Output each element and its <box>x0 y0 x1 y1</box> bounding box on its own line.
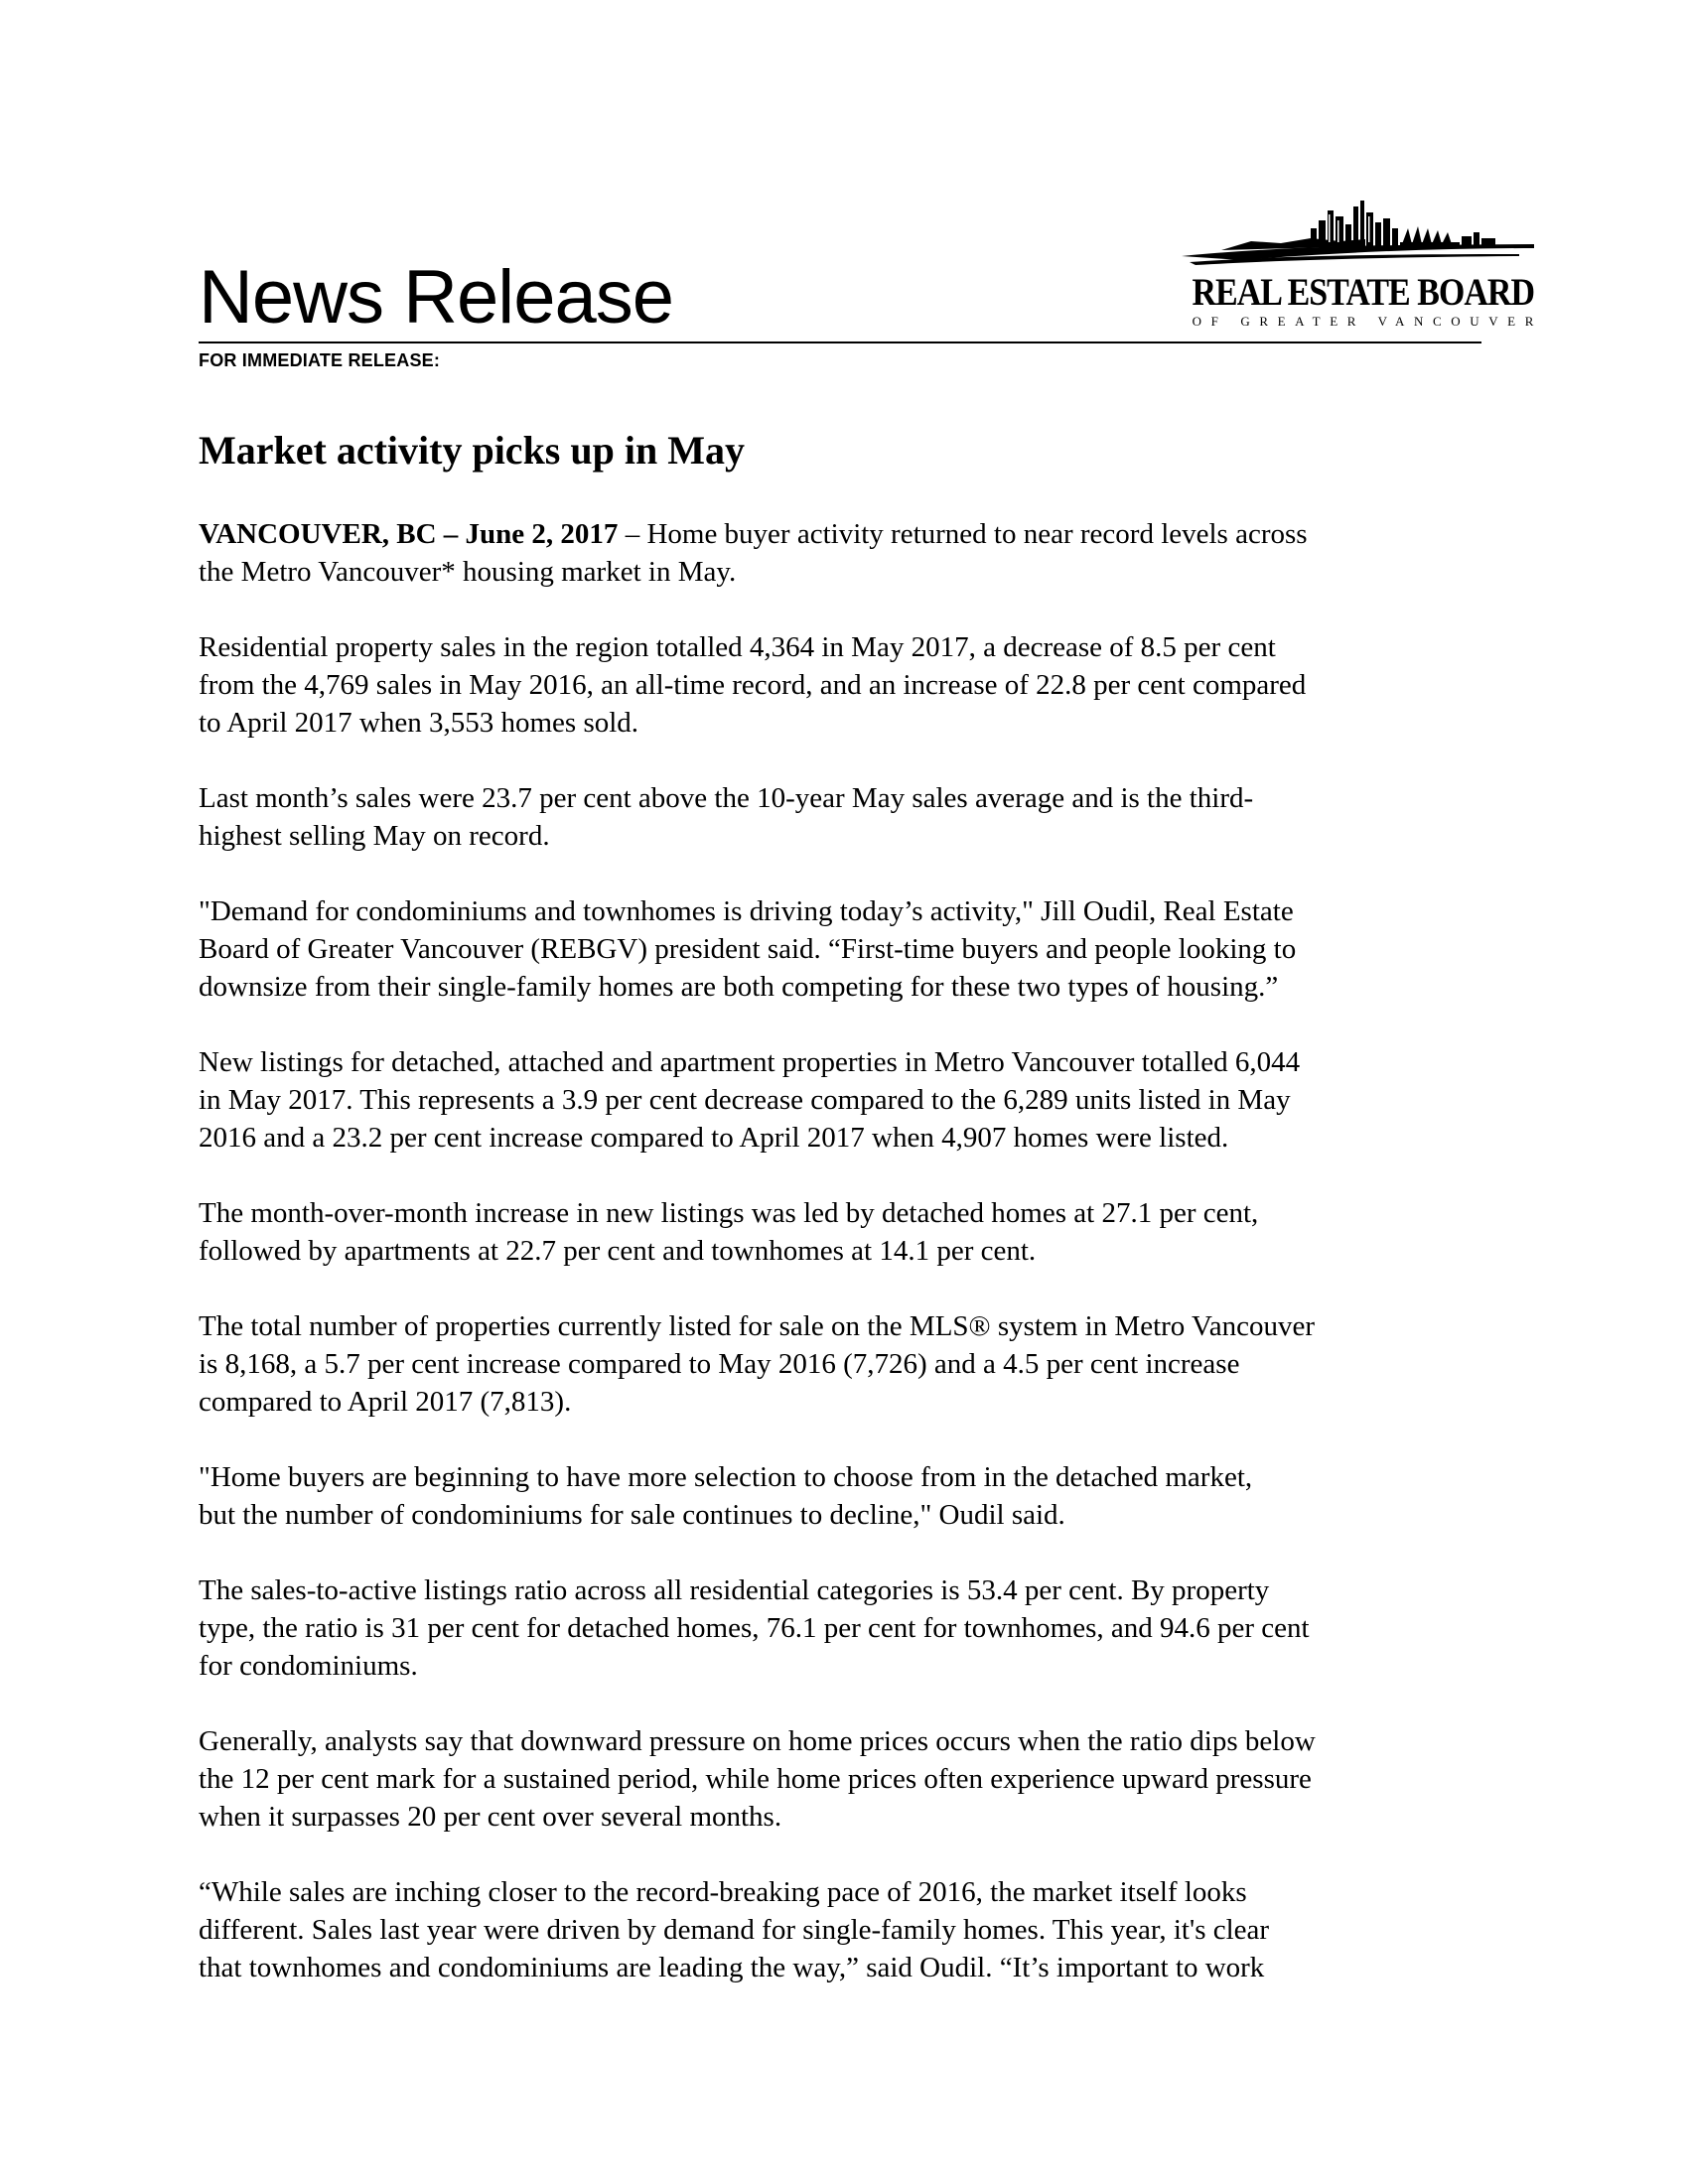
paragraph-line: in May 2017. This represents a 3.9 per cent decrease compared to the 6,289 units listed in May <box>199 1084 1291 1116</box>
paragraph-10 <box>199 1722 1509 1836</box>
paragraph-3 <box>199 779 1509 855</box>
paragraph-6 <box>199 1194 1509 1270</box>
paragraph-line <box>199 515 1509 553</box>
city-skyline-icon <box>1182 199 1534 278</box>
page-title: News Release <box>199 255 673 340</box>
paragraph-line: Residential property sales in the region totalled 4,364 in May 2017, a decrease of 8.5 per cent <box>199 631 1276 663</box>
paragraph-line: downsize from their single-family homes are both competing for these two types of housing.” <box>199 971 1279 1003</box>
release-notice: FOR IMMEDIATE RELEASE: <box>199 350 441 370</box>
paragraph-line: Board of Greater Vancouver (REBGV) president said. “First-time buyers and people looking to <box>199 933 1297 965</box>
paragraph-5 <box>199 1043 1509 1157</box>
paragraph-line: when it surpasses 20 per cent over several months. <box>199 1801 782 1833</box>
paragraph-line: followed by apartments at 22.7 per cent and townhomes at 14.1 per cent. <box>199 1235 1037 1267</box>
logo-wordmark: REAL ESTATE BOARD <box>1192 271 1534 315</box>
paragraph-line: The sales-to-active listings ratio across all residential categories is 53.4 per cent. By property <box>199 1574 1270 1606</box>
paragraph-line: New listings for detached, attached and apartment properties in Metro Vancouver totalled 6,044 <box>199 1046 1301 1078</box>
paragraph-1 <box>199 515 1509 591</box>
paragraph-line: different. Sales last year were driven by demand for single-family homes. This year, it's clear <box>199 1914 1270 1946</box>
paragraph-line: that townhomes and condominiums are leading the way,” said Oudil. “It’s important to work <box>199 1952 1265 1983</box>
paragraph-8 <box>199 1458 1509 1534</box>
paragraph-line: to April 2017 when 3,553 homes sold. <box>199 707 639 739</box>
paragraph-line: compared to April 2017 (7,813). <box>199 1386 572 1418</box>
paragraph-line: is 8,168, a 5.7 per cent increase compared to May 2016 (7,726) and a 4.5 per cent increase <box>199 1348 1240 1380</box>
logo-tagline: OF GREATER VANCOUVER <box>1192 314 1543 329</box>
paragraph-2 <box>199 628 1509 742</box>
paragraph-line: “While sales are inching closer to the record-breaking pace of 2016, the market itself looks <box>199 1876 1247 1908</box>
paragraph-4 <box>199 892 1509 1006</box>
paragraph-line: Last month’s sales were 23.7 per cent above the 10-year May sales average and is the third- <box>199 782 1254 814</box>
paragraph-line: the 12 per cent mark for a sustained period, while home prices often experience upward pressure <box>199 1763 1312 1795</box>
rebgv-logo <box>1182 199 1543 334</box>
paragraph-line: "Demand for condominiums and townhomes is driving today’s activity," Jill Oudil, Real Estate <box>199 895 1294 927</box>
paragraph-line: The total number of properties currently listed for sale on the MLS® system in Metro Vancouver <box>199 1310 1316 1342</box>
paragraph-line: "Home buyers are beginning to have more selection to choose from in the detached market, <box>199 1461 1253 1493</box>
paragraph-line: for condominiums. <box>199 1650 418 1682</box>
paragraph-line: type, the ratio is 31 per cent for detached homes, 76.1 per cent for townhomes, and 94.6 per cent <box>199 1612 1310 1644</box>
paragraph-line: 2016 and a 23.2 per cent increase compared to April 2017 when 4,907 homes were listed. <box>199 1122 1229 1154</box>
paragraph-line: Generally, analysts say that downward pressure on home prices occurs when the ratio dips below <box>199 1725 1316 1757</box>
paragraph-line: the Metro Vancouver* housing market in May. <box>199 556 737 588</box>
header-divider <box>199 341 1481 343</box>
article-dateline: VANCOUVER, BC – June 2, 2017 <box>199 518 619 550</box>
paragraph-line: from the 4,769 sales in May 2016, an all-time record, and an increase of 22.8 per cent compared <box>199 669 1307 701</box>
paragraph-line-text: – Home buyer activity returned to near record levels across <box>618 518 1308 550</box>
paragraph-11 <box>199 1873 1509 1986</box>
article-headline: Market activity picks up in May <box>199 428 745 473</box>
article-body <box>199 515 1509 2024</box>
paragraph-line: but the number of condominiums for sale continues to decline," Oudil said. <box>199 1499 1065 1531</box>
paragraph-7 <box>199 1307 1509 1421</box>
paragraph-line: The month-over-month increase in new listings was led by detached homes at 27.1 per cent, <box>199 1197 1259 1229</box>
paragraph-9 <box>199 1571 1509 1685</box>
paragraph-line: highest selling May on record. <box>199 820 550 852</box>
